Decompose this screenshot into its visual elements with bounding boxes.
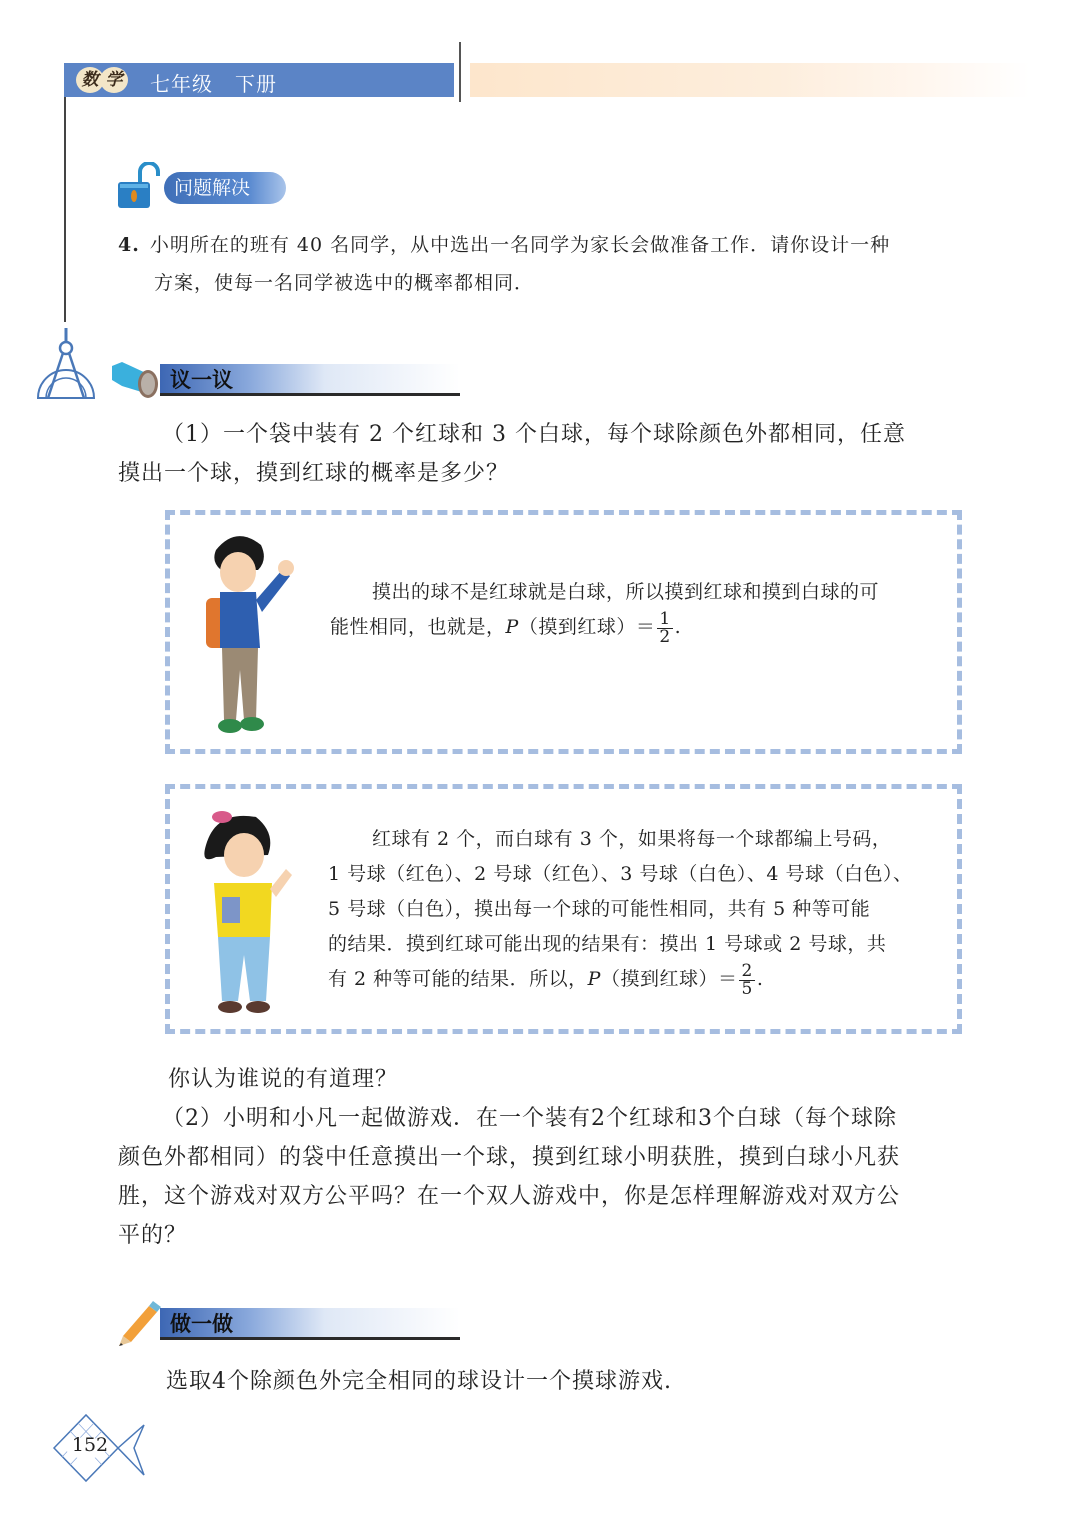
boy-opinion-text	[330, 575, 940, 646]
section-header-discuss	[160, 364, 460, 396]
section-label-problem-solving: 问题解决	[164, 172, 286, 204]
period: .	[756, 968, 764, 990]
subject-badge	[76, 67, 124, 93]
page-number: 152	[71, 1434, 109, 1456]
period: .	[674, 616, 682, 638]
probability-symbol: P	[505, 616, 519, 638]
opinion-line: 1 号球（红色）、2 号球（红色）、3 号球（白色）、4 号球（白色）、	[328, 863, 913, 885]
question-text-line: 方案，使每一名同学被选中的概率都相同．	[154, 272, 535, 294]
opinion-line: 的结果．摸到红球可能出现的结果有：摸出 1 号球或 2 号球，共	[328, 933, 887, 955]
question-text-line: 小明所在的班有 40 名同学，从中选出一名同学为家长会做准备工作．请你设计一种	[149, 234, 891, 256]
opinion-line	[330, 610, 940, 646]
followup-question: 你认为谁说的有道理？	[168, 1067, 399, 1092]
boy-character-illustration	[186, 530, 306, 740]
subject-badge-char: 数	[76, 67, 104, 93]
grade-label: 七年级	[150, 72, 213, 96]
probability-event: （摸到红球）＝	[600, 968, 738, 990]
opinion-line-prefix: 能性相同，也就是，	[330, 616, 506, 638]
opinion-line-prefix: 有 2 种等可能的结果．所以，	[328, 968, 588, 990]
volume-label: 下册	[235, 72, 277, 96]
unlock-icon	[116, 162, 160, 210]
pencil-icon	[115, 1298, 161, 1348]
discuss-part2	[118, 1060, 968, 1255]
opinion-line	[328, 962, 940, 998]
opinion-line: 摸出的球不是红球就是白球，所以摸到红球和摸到白球的可	[372, 581, 880, 603]
paragraph-line: 胜，这个游戏对双方公平吗？在一个双人游戏中，你是怎样理解游戏对双方公	[118, 1184, 901, 1209]
fraction-numerator: 2	[741, 960, 753, 981]
megaphone-icon	[108, 358, 160, 404]
practice-text: 选取4个除颜色外完全相同的球设计一个摸球游戏.	[166, 1369, 672, 1394]
probability-event: （摸到红球）＝	[518, 616, 656, 638]
question-4	[118, 226, 968, 302]
discuss-part1	[118, 415, 968, 493]
question-number: 4.	[118, 234, 140, 256]
section-label-discuss: 议一议	[160, 364, 460, 396]
section-label-practice: 做一做	[160, 1308, 460, 1340]
fraction-denominator: 5	[741, 978, 753, 999]
margin-line	[64, 97, 66, 322]
book-title	[150, 68, 277, 97]
opinion-line: 红球有 2 个，而白球有 3 个，如果将每一个球都编上号码，	[372, 828, 892, 850]
paragraph-line: （1）一个袋中装有 2 个红球和 3 个白球，每个球除颜色外都相同，任意	[162, 422, 906, 447]
fraction-denominator: 2	[659, 626, 671, 647]
header-divider	[459, 42, 461, 102]
girl-character-illustration	[186, 805, 296, 1017]
subject-badge-char: 学	[100, 67, 128, 93]
paragraph-line: 颜色外都相同）的袋中任意摸出一个球，摸到红球小明获胜，摸到白球小凡获	[118, 1145, 901, 1170]
fraction-numerator: 1	[659, 608, 671, 629]
section-header-practice	[160, 1308, 460, 1340]
opinion-line: 5 号球（白色），摸出每一个球的可能性相同，共有 5 种等可能	[328, 898, 871, 920]
fraction	[657, 608, 672, 647]
compass-protractor-icon	[36, 328, 96, 400]
girl-opinion-text	[328, 822, 940, 998]
fraction	[739, 960, 754, 999]
paragraph-line: （2）小明和小凡一起做游戏．在一个装有2个红球和3个白球（每个球除	[162, 1106, 897, 1131]
header-decor-band	[470, 63, 1030, 97]
probability-symbol: P	[587, 968, 601, 990]
paragraph-line: 摸出一个球，摸到红球的概率是多少？	[118, 461, 510, 486]
paragraph-line: 平的？	[118, 1223, 188, 1248]
